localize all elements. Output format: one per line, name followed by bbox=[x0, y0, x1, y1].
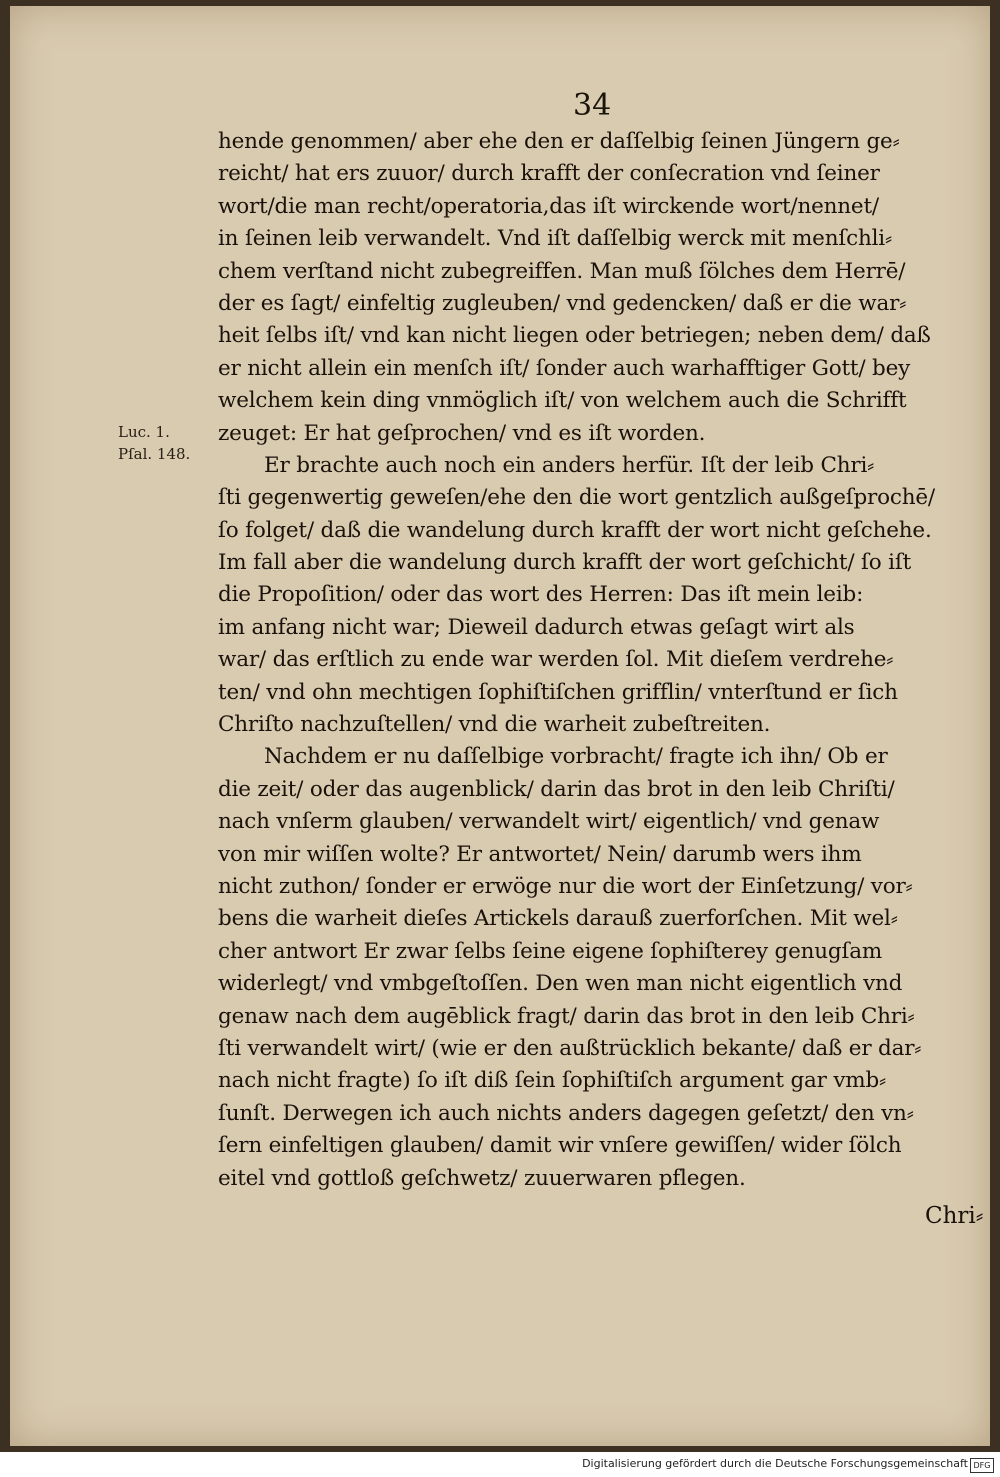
text-line: die zeit/ oder das augenblick/ darin das brot in den leib Chriſti/ bbox=[218, 776, 895, 802]
text-line: nach vnſerm glauben/ verwandelt wirt/ eigentlich/ vnd genaw bbox=[218, 809, 880, 835]
text-line: nicht zuthon/ ſonder er erwöge nur die wort der Einſetzung/ vor⸗ bbox=[218, 873, 913, 899]
footer-bar bbox=[0, 1452, 1000, 1477]
text-line: ſti gegenwertig geweſen/ehe den die wort gentzlich außgeſprochē/ bbox=[218, 485, 935, 511]
text-line: der es ſagt/ einfeltig zugleuben/ vnd gedencken/ daß er die war⸗ bbox=[218, 290, 907, 316]
dfg-logo-icon: DFG bbox=[970, 1458, 994, 1473]
text-line: cher antwort Er zwar ſelbs ſeine eigene ſophiſterey genugſam bbox=[218, 938, 883, 964]
text-line: nach nicht fragte) ſo iſt diß ſein ſophiſtiſch argument gar vmb⸗ bbox=[218, 1068, 887, 1094]
book-page bbox=[10, 6, 990, 1446]
text-line: wort/die man recht/operatoria,das iſt wirckende wort/nennet/ bbox=[218, 193, 879, 219]
margin-notes bbox=[118, 421, 190, 465]
margin-note-luke: Luc. 1. bbox=[118, 423, 170, 441]
text-line: eitel vnd gottloß geſchwetz/ zuuerwaren pflegen. bbox=[218, 1165, 746, 1191]
text-line: zeuget: Er hat geſprochen/ vnd es iſt worden. bbox=[218, 420, 706, 446]
text-line: ten/ vnd ohn mechtigen ſophiſtiſchen grifflin/ vnterſtund er ſich bbox=[218, 679, 898, 705]
text-line: in ſeinen leib verwandelt. Vnd iſt daſſelbig werck mit menſchli⸗ bbox=[218, 226, 892, 252]
text-line: Er brachte auch noch ein anders herfür. Iſt der leib Chri⸗ bbox=[264, 452, 875, 478]
catchword: Chri⸗ bbox=[925, 1203, 984, 1229]
text-line: Nachdem er nu daſſelbige vorbracht/ fragte ich ihn/ Ob er bbox=[264, 744, 888, 770]
text-line: er nicht allein ein menſch iſt/ ſonder auch warhafftiger Gott/ bey bbox=[218, 355, 911, 381]
text-line: von mir wiſſen wolte? Er antwortet/ Nein/ darumb wers ihm bbox=[218, 841, 862, 867]
text-line: war/ das erſtlich zu ende war werden ſol. Mit dieſem verdrehe⸗ bbox=[218, 647, 894, 673]
funding-notice: Digitalisierung gefördert durch die Deutsche Forschungsgemeinschaft bbox=[582, 1457, 968, 1470]
text-line: ſunſt. Derwegen ich auch nichts anders dagegen geſetzt/ den vn⸗ bbox=[218, 1100, 914, 1126]
text-line: Chriſto nachzuſtellen/ vnd die warheit zubeſtreiten. bbox=[218, 712, 771, 738]
margin-note-psalm: Pſal. 148. bbox=[118, 445, 191, 463]
text-line: Im fall aber die wandelung durch krafft der wort geſchicht/ ſo iſt bbox=[218, 550, 912, 576]
text-line: bens die warheit dieſes Artickels darauß zuerforſchen. Mit wel⸗ bbox=[218, 906, 898, 932]
text-line: ſo folget/ daß die wandelung durch krafft der wort nicht geſchehe. bbox=[218, 517, 932, 543]
text-line: ſern einfeltigen glauben/ damit wir vnſere gewiſſen/ wider ſölch bbox=[218, 1133, 902, 1159]
page-number: 34 bbox=[573, 88, 612, 123]
text-line: genaw nach dem augēblick fragt/ darin das brot in den leib Chri⸗ bbox=[218, 1003, 915, 1029]
text-line: reicht/ hat ers zuuor/ durch krafft der conſecration vnd ſeiner bbox=[218, 161, 880, 187]
text-line: welchem kein ding vnmöglich iſt/ von welchem auch die Schrifft bbox=[218, 388, 907, 414]
text-line: hende genommen/ aber ehe den er daſſelbig ſeinen Jüngern ge⸗ bbox=[218, 129, 900, 154]
body-text bbox=[218, 126, 993, 1195]
text-line: ſti verwandelt wirt/ (wie er den außtrücklich bekante/ daß er dar⸗ bbox=[218, 1035, 922, 1061]
text-line: die Propoſition/ oder das wort des Herren: Das iſt mein leib: bbox=[218, 582, 864, 608]
text-line: widerlegt/ vnd vmbgeſtoſſen. Den wen man nicht eigentlich vnd bbox=[218, 971, 903, 997]
text-line: im anfang nicht war; Dieweil dadurch etwas geſagt wirt als bbox=[218, 614, 855, 640]
text-line: chem verſtand nicht zubegreiffen. Man muß ſölches dem Herrē/ bbox=[218, 258, 906, 284]
text-line: heit ſelbs iſt/ vnd kan nicht liegen oder betriegen; neben dem/ daß bbox=[218, 323, 931, 349]
